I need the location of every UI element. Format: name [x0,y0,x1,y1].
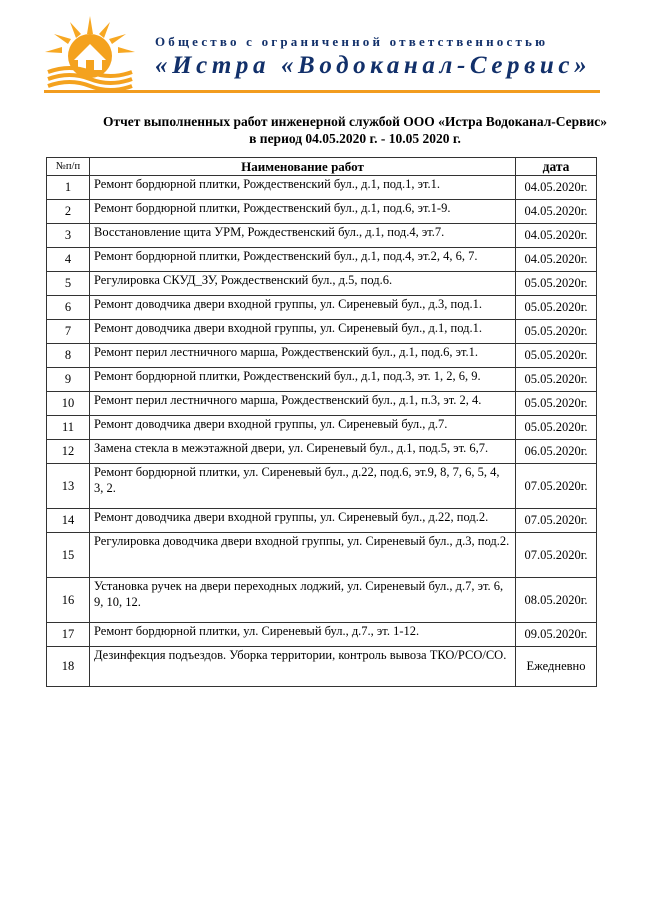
table-row [47,248,597,272]
row-num: 16 [47,578,90,623]
row-num: 12 [47,440,90,464]
row-work: Ремонт перил лестничного марша, Рождественский бул., д.1, под.6, эт.1. [90,344,516,368]
table-row [47,344,597,368]
row-date: 04.05.2020г. [516,224,597,248]
table-row [47,464,597,509]
row-num: 10 [47,392,90,416]
row-work: Ремонт бордюрной плитки, Рождественский бул., д.1, под.6, эт.1-9. [90,200,516,224]
report-title-line1: Отчет выполненных работ инженерной службой ООО «Истра Водоканал-Сервис» [102,114,607,129]
row-num: 17 [47,623,90,647]
report-title [60,113,650,147]
row-num: 4 [47,248,90,272]
works-table [46,157,597,687]
row-work: Дезинфекция подъездов. Уборка территории, контроль вывоза ТКО/РСО/СО. [90,647,516,687]
row-date: 05.05.2020г. [516,344,597,368]
row-date: 07.05.2020г. [516,464,597,509]
row-work: Ремонт перил лестничного марша, Рождественский бул., д.1, п.3, эт. 2, 4. [90,392,516,416]
header-divider [44,90,600,93]
row-num: 3 [47,224,90,248]
table-row [47,272,597,296]
table-row [47,440,597,464]
row-work: Регулировка доводчика двери входной группы, ул. Сиреневый бул., д.3, под.2. [90,533,516,578]
table-row [47,200,597,224]
row-num: 13 [47,464,90,509]
row-date: Ежедневно [516,647,597,687]
row-work: Ремонт доводчика двери входной группы, ул. Сиреневый бул., д.3, под.1. [90,296,516,320]
row-date: 09.05.2020г. [516,623,597,647]
row-work: Ремонт бордюрной плитки, ул. Сиреневый бул., д.7., эт. 1-12. [90,623,516,647]
header-num: №п/п [47,158,90,176]
row-date: 07.05.2020г. [516,533,597,578]
table-row [47,623,597,647]
row-num: 8 [47,344,90,368]
row-work: Ремонт бордюрной плитки, Рождественский бул., д.1, под.1, эт.1. [90,176,516,200]
row-num: 11 [47,416,90,440]
table-row [47,296,597,320]
row-date: 04.05.2020г. [516,200,597,224]
row-date: 05.05.2020г. [516,416,597,440]
company-logo [40,14,140,94]
row-work: Ремонт доводчика двери входной группы, ул. Сиреневый бул., д.7. [90,416,516,440]
report-title-line2: в период 04.05.2020 г. - 10.05 2020 г. [249,131,461,146]
row-work: Ремонт доводчика двери входной группы, ул. Сиреневый бул., д.22, под.2. [90,509,516,533]
header-name: Наименование работ [90,158,516,176]
row-num: 6 [47,296,90,320]
row-work: Замена стекла в межэтажной двери, ул. Сиреневый бул., д.1, под.5, эт. 6,7. [90,440,516,464]
row-date: 05.05.2020г. [516,320,597,344]
row-date: 05.05.2020г. [516,392,597,416]
row-work: Ремонт бордюрной плитки, ул. Сиреневый бул., д.22, под.6, эт.9, 8, 7, 6, 5, 4, 3, 2. [90,464,516,509]
table-row [47,392,597,416]
row-num: 15 [47,533,90,578]
row-num: 9 [47,368,90,392]
row-date: 05.05.2020г. [516,368,597,392]
table-header-row [47,158,597,176]
row-num: 5 [47,272,90,296]
row-work: Ремонт бордюрной плитки, Рождественский бул., д.1, под.3, эт. 1, 2, 6, 9. [90,368,516,392]
row-date: 04.05.2020г. [516,176,597,200]
row-date: 06.05.2020г. [516,440,597,464]
row-work: Ремонт доводчика двери входной группы, ул. Сиреневый бул., д.1, под.1. [90,320,516,344]
table-row [47,224,597,248]
company-name: «Истра «Водоканал-Сервис» [155,52,592,79]
table-row [47,509,597,533]
row-work: Установка ручек на двери переходных лоджий, ул. Сиреневый бул., д.7, эт. 6, 9, 10, 12. [90,578,516,623]
header-date: дата [516,158,597,176]
row-date: 07.05.2020г. [516,509,597,533]
row-work: Ремонт бордюрной плитки, Рождественский бул., д.1, под.4, эт.2, 4, 6, 7. [90,248,516,272]
table-row [47,176,597,200]
row-num: 14 [47,509,90,533]
row-date: 08.05.2020г. [516,578,597,623]
row-num: 18 [47,647,90,687]
company-legal-form: Общество с ограниченной ответственностью [155,34,549,49]
table-row [47,647,597,687]
row-num: 2 [47,200,90,224]
row-num: 1 [47,176,90,200]
row-date: 05.05.2020г. [516,296,597,320]
row-date: 04.05.2020г. [516,248,597,272]
table-row [47,533,597,578]
table-row [47,320,597,344]
table-row [47,416,597,440]
row-date: 05.05.2020г. [516,272,597,296]
table-row [47,368,597,392]
row-num: 7 [47,320,90,344]
table-row [47,578,597,623]
row-work: Регулировка СКУД_ЗУ, Рождественский бул., д.5, под.6. [90,272,516,296]
row-work: Восстановление щита УРМ, Рождественский бул., д.1, под.4, эт.7. [90,224,516,248]
